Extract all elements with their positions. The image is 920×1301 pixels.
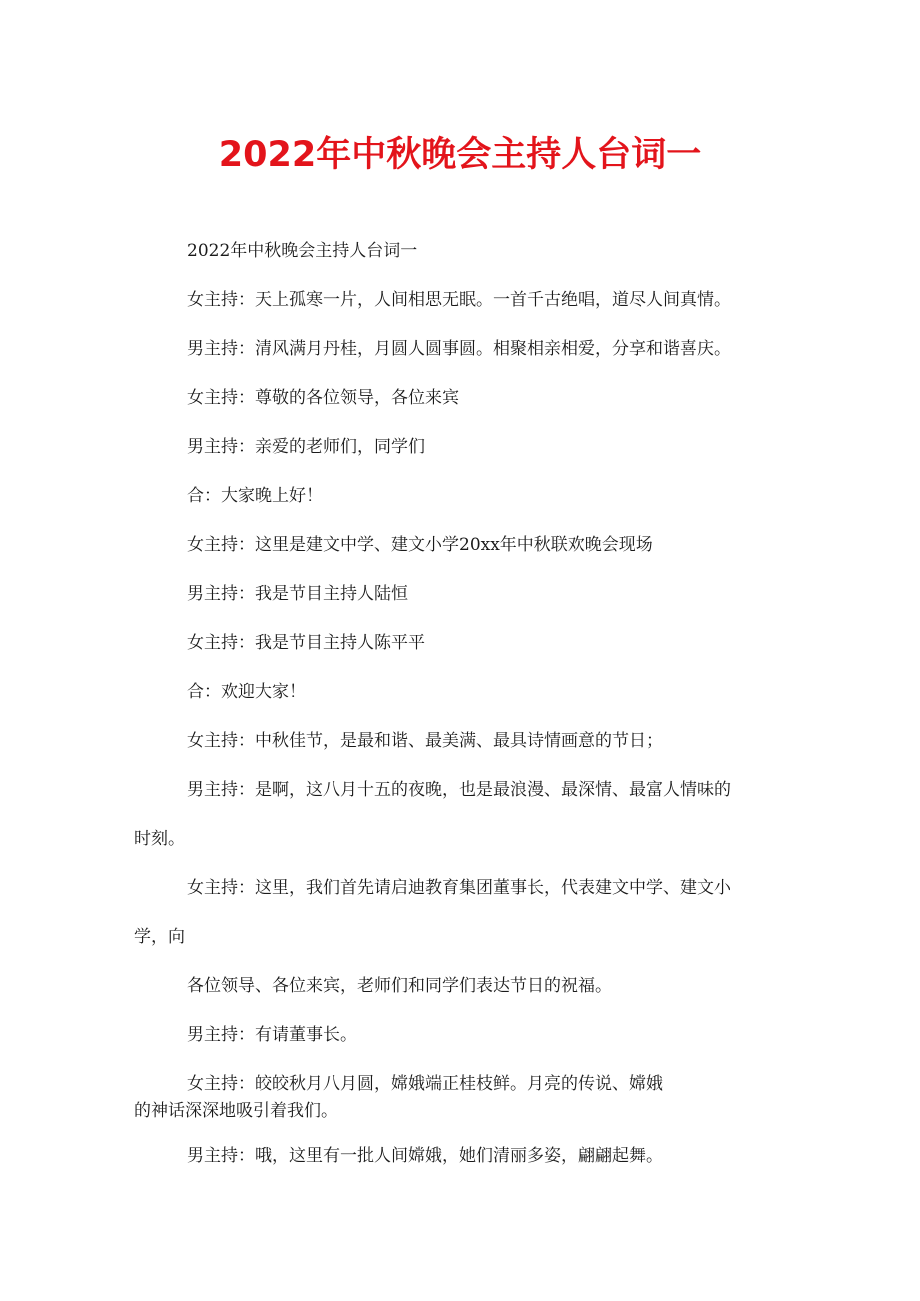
dialogue-line: 各位领导、各位来宾，老师们和同学们表达节日的祝福。 <box>187 976 612 996</box>
dialogue-line: 女主持：我是节目主持人陈平平 <box>187 633 425 653</box>
dialogue-line-continued: 学，向 <box>134 927 185 947</box>
dialogue-line: 女主持：中秋佳节，是最和谐、最美满、最具诗情画意的节日； <box>187 731 663 751</box>
dialogue-line: 男主持：有请董事长。 <box>187 1025 357 1045</box>
dialogue-line: 男主持：亲爱的老师们，同学们 <box>187 437 425 457</box>
paragraph-subtitle: 2022年中秋晚会主持人台词一 <box>187 241 418 261</box>
dialogue-line: 女主持：这里是建文中学、建文小学20xx年中秋联欢晚会现场 <box>187 535 653 555</box>
dialogue-line: 女主持：这里，我们首先请启迪教育集团董事长，代表建文中学、建文小 <box>187 878 731 898</box>
dialogue-line: 女主持：天上孤寒一片，人间相思无眠。一首千古绝唱，道尽人间真情。 <box>187 290 731 310</box>
dialogue-line: 女主持：皎皎秋月八月圆，嫦娥端正桂枝鲜。月亮的传说、嫦娥 <box>187 1074 663 1094</box>
dialogue-line: 男主持：我是节目主持人陆恒 <box>187 584 408 604</box>
dialogue-line: 合：欢迎大家！ <box>187 682 306 702</box>
dialogue-line-continued: 时刻。 <box>134 829 185 849</box>
dialogue-line-continued: 的神话深深地吸引着我们。 <box>134 1101 338 1121</box>
dialogue-line: 男主持：哦，这里有一批人间嫦娥，她们清丽多姿，翩翩起舞。 <box>187 1146 663 1166</box>
dialogue-line: 男主持：是啊，这八月十五的夜晚，也是最浪漫、最深情、最富人情味的 <box>187 780 731 800</box>
dialogue-line: 合：大家晚上好！ <box>187 486 323 506</box>
dialogue-line: 男主持：清风满月丹桂，月圆人圆事圆。相聚相亲相爱，分享和谐喜庆。 <box>187 339 731 359</box>
dialogue-line: 女主持：尊敬的各位领导，各位来宾 <box>187 388 459 408</box>
page-title: 2022年中秋晚会主持人台词一 <box>218 135 702 175</box>
